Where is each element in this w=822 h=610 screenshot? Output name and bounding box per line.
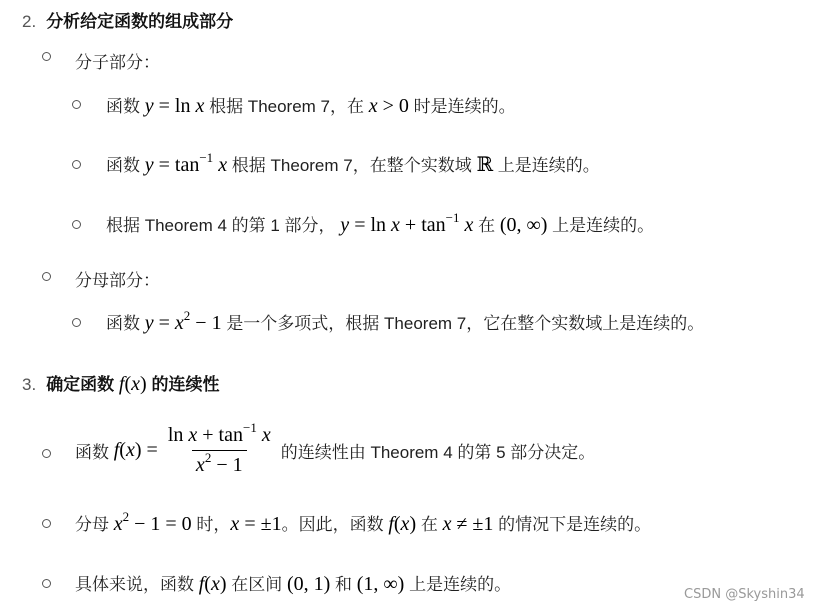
- bullet-icon: [42, 519, 51, 528]
- math-expression: y = ln x: [144, 95, 205, 117]
- list-item: 函数 $y = x^2 - 1$ 是一个多项式，根据 Theorem 7，它在整个实数域上是连续的。: [106, 308, 705, 334]
- math-expression: $y = \ln x + \tan^{-1} x$: [340, 210, 474, 236]
- list-item: 具体来说，函数 f(x) 在区间 (0, 1) 和 (1, ∞) 上是连续的。: [75, 573, 512, 595]
- bullet-icon: [72, 220, 81, 229]
- section-2-heading: [22, 7, 233, 32]
- fraction: $\frac{\ln x + \tan^{-1} x}{x^2 - 1}$: [167, 420, 271, 476]
- bullet-icon: [42, 449, 51, 458]
- math-expression: $y = x^2 - 1$: [144, 308, 222, 334]
- bullet-icon: [42, 52, 51, 61]
- math-expression: $y = \tan^{-1} x$: [144, 150, 228, 176]
- list-item: 分母 $x^2 - 1 = 0$ 时，x = ±1。因此，函数 f(x) 在 x ≠ ±1 的情况下是连续的。: [75, 509, 652, 535]
- bullet-icon: [72, 160, 81, 169]
- section-3-heading: 3. 确定函数 f(x) 的连续性: [22, 373, 220, 395]
- bullet-icon: [72, 318, 81, 327]
- bullet-icon: [72, 100, 81, 109]
- numerator-label: 分子部分：: [75, 53, 160, 72]
- watermark: CSDN @Skyshin34: [684, 587, 805, 602]
- bullet-icon: [42, 272, 51, 281]
- section-number: 2.: [22, 12, 37, 31]
- list-item: 函数 $y = \tan^{-1} x$ 根据 Theorem 7，在整个实数域 ℝ 上是连续的。: [106, 150, 600, 176]
- list-item: 根据 Theorem 4 的第 1 部分， $y = \ln x + \tan^{-1} x$ 在 (0, ∞) 上是连续的。: [106, 210, 655, 236]
- section-number: 3.: [22, 375, 37, 394]
- denominator-label: 分母部分：: [75, 271, 160, 290]
- list-item: 函数 f(x) = $\frac{\ln x + \tan^{-1} x}{x^2 - 1}$ 的连续性由 Theorem 4 的第 5 部分决定。: [75, 420, 596, 476]
- bullet-icon: [42, 579, 51, 588]
- list-item: 函数 y = ln x 根据 Theorem 7，在 x > 0 时是连续的。: [106, 95, 516, 117]
- section-title: 分析给定函数的组成部分: [46, 12, 234, 31]
